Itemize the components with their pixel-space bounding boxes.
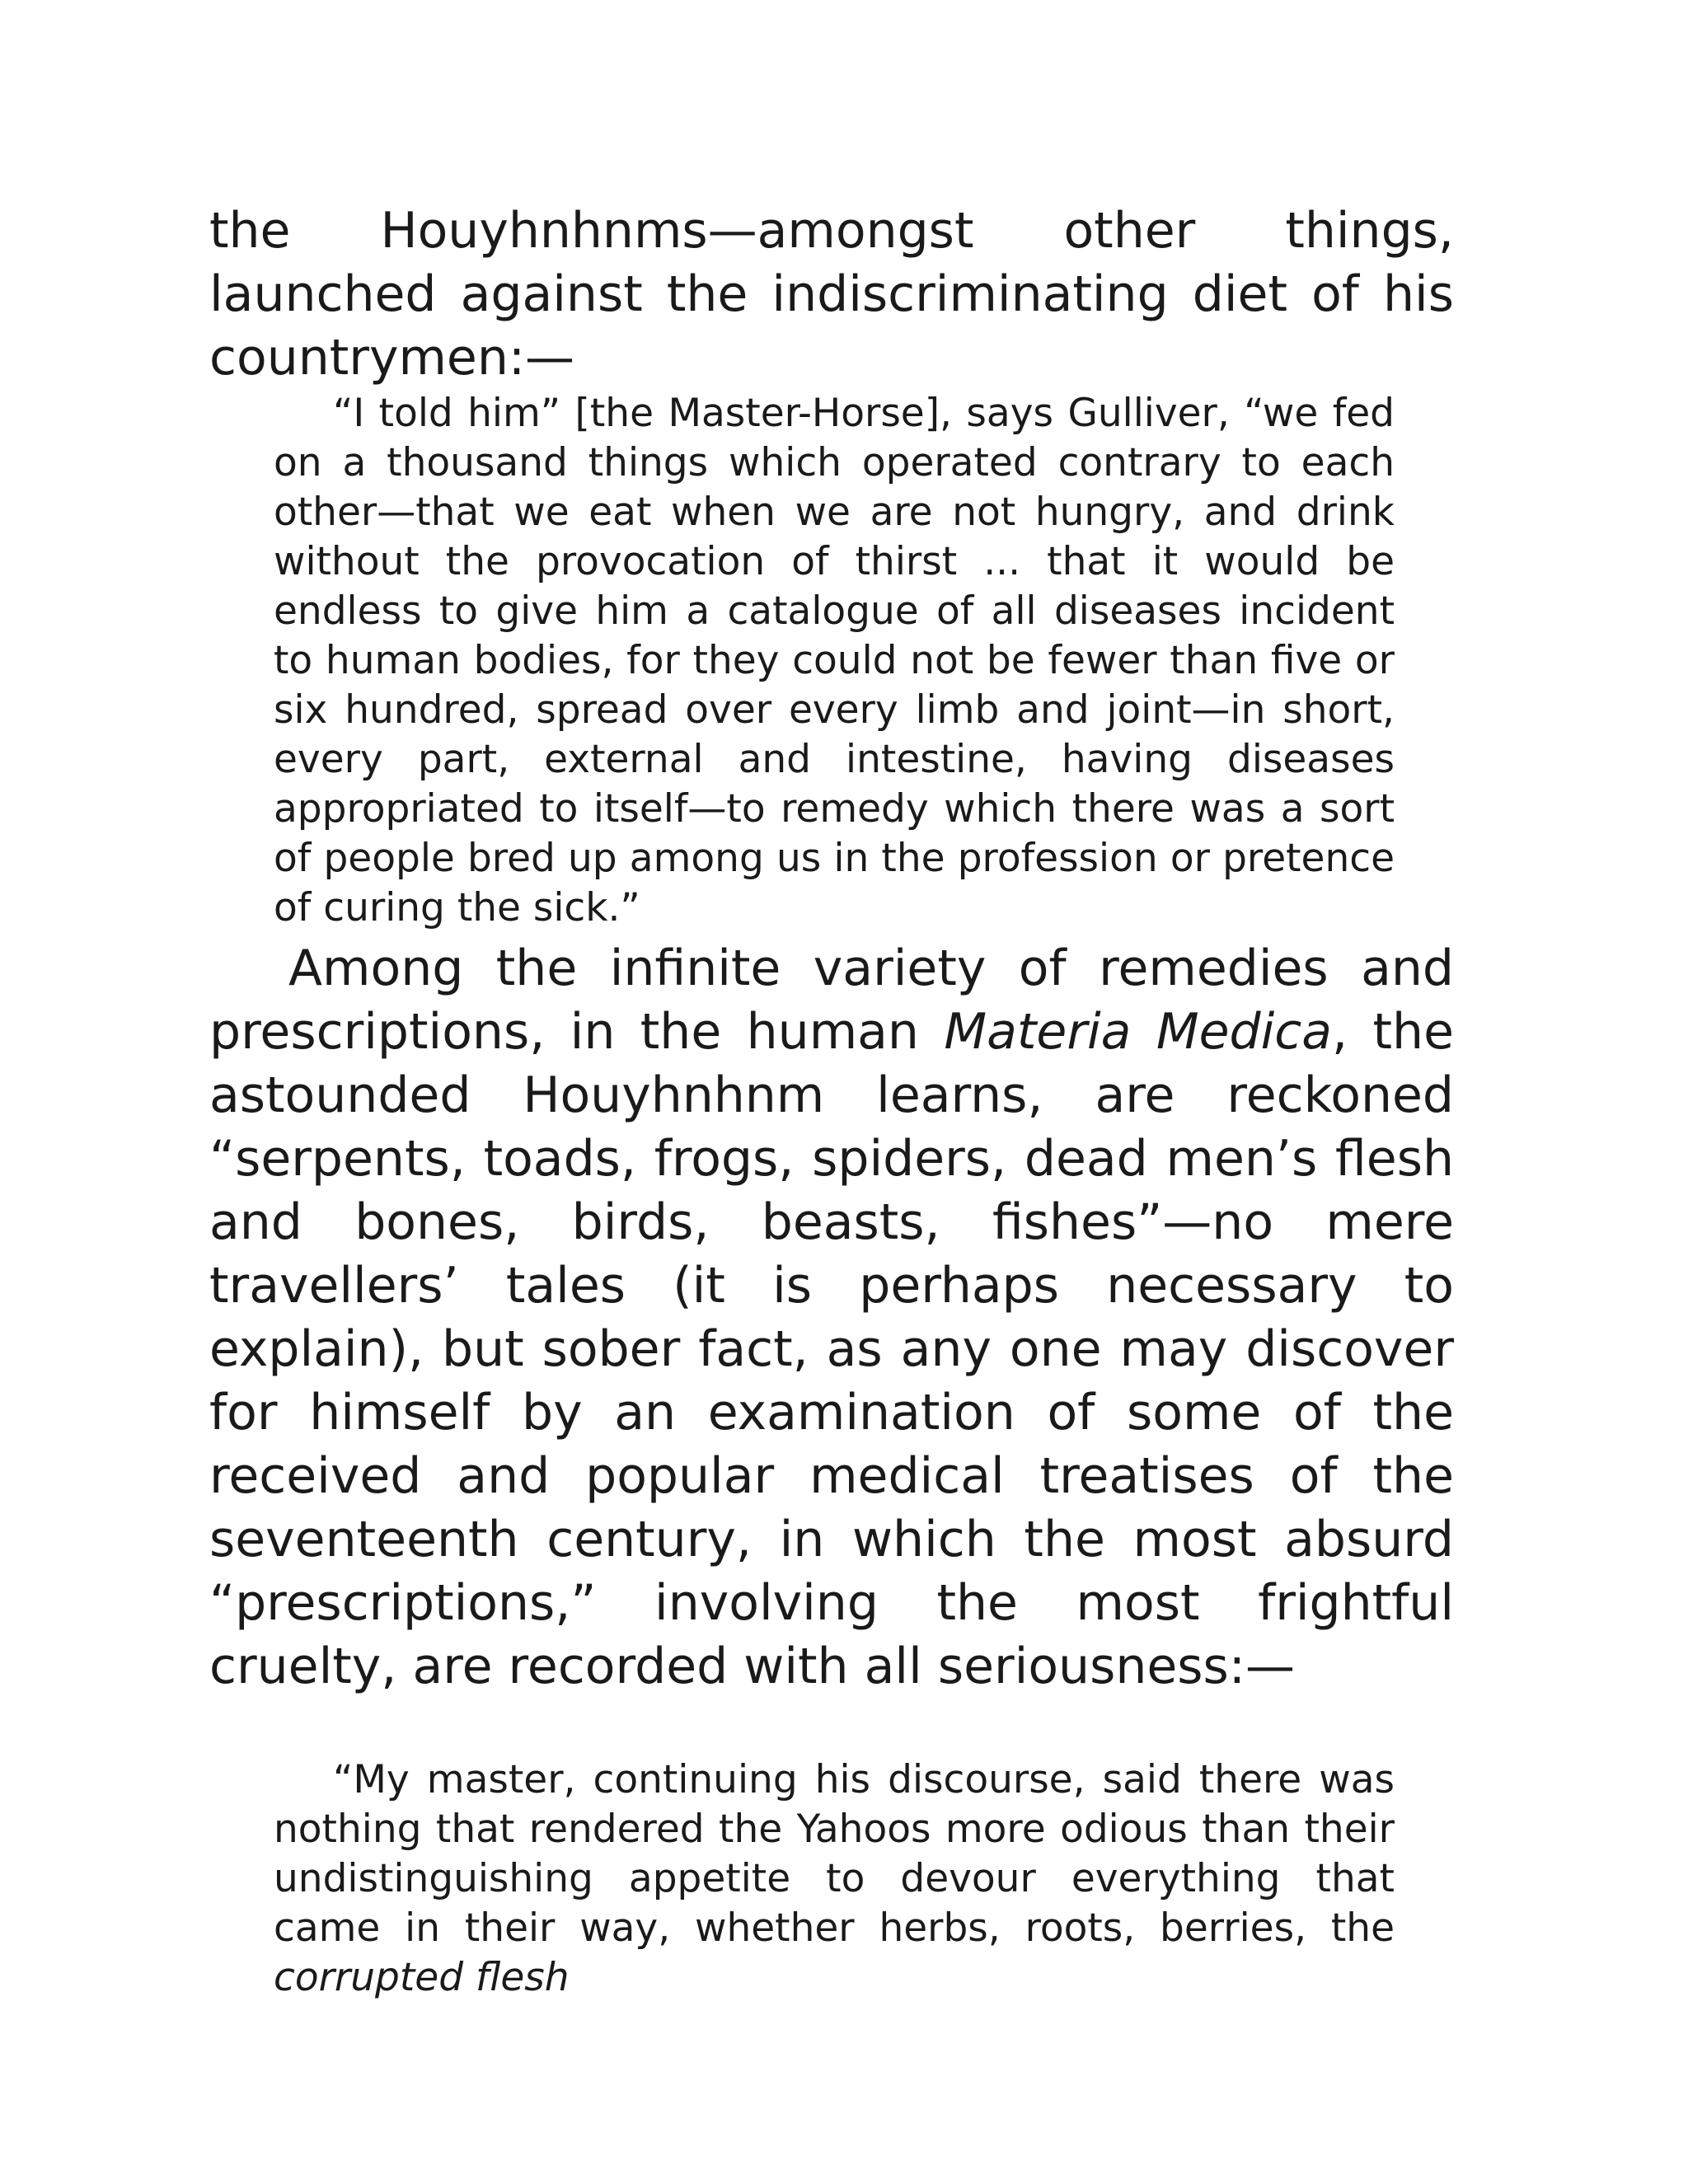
body-paragraph [209,937,1454,1699]
block-quote [274,1755,1395,2003]
quote-text: “I told him” [the Master-Horse], says Gulliver, “we fed on a thousand things which operated contrary to each other—that we eat when we are not hungry, and drink without the provocation of thirst ... that it would be endless to give him a catalogue of all diseases incident to human bodies, for they could not be fewer than five or six hundred, spread over every limb and joint—in short, every part, external and intestine, having diseases appropriated to itself—to remedy which there was a sort of people bred up among us in the profession or pretence of curing the sick.” [274,391,1395,930]
italic-phrase: corrupted flesh [274,1955,570,2000]
paragraph-text: , the astounded Houyhnhnm learns, are reckoned “serpents, toads, frogs, spiders, dead men’s flesh and bones, birds, beasts, fishes”—no mere travellers’ tales (it is perhaps necessary to explain), but sober fact, as any one may discover for himself by an examination of some of the received and popular medical treatises of the seventeenth century, in which the most absurd “prescriptions,” involving the most frightful cruelty, are recorded with all seriousness:— [209,1003,1454,1695]
paragraph-text: Among the infinite variety of remedies and prescriptions, in the human [209,940,1454,1061]
italic-term: Materia Medica [944,1003,1333,1061]
body-paragraph [209,199,1454,390]
quote-text: “My master, continuing his discourse, said there was nothing that rendered the Yahoos more odious than their undistinguishing appetite to devour everything that came in their way, whether herbs, roots, berries, the [274,1757,1395,1951]
paragraph-text: the Houyhnhnms—amongst other things, launched against the indiscriminating diet of his countrymen:— [209,202,1454,387]
block-quote [274,389,1395,933]
